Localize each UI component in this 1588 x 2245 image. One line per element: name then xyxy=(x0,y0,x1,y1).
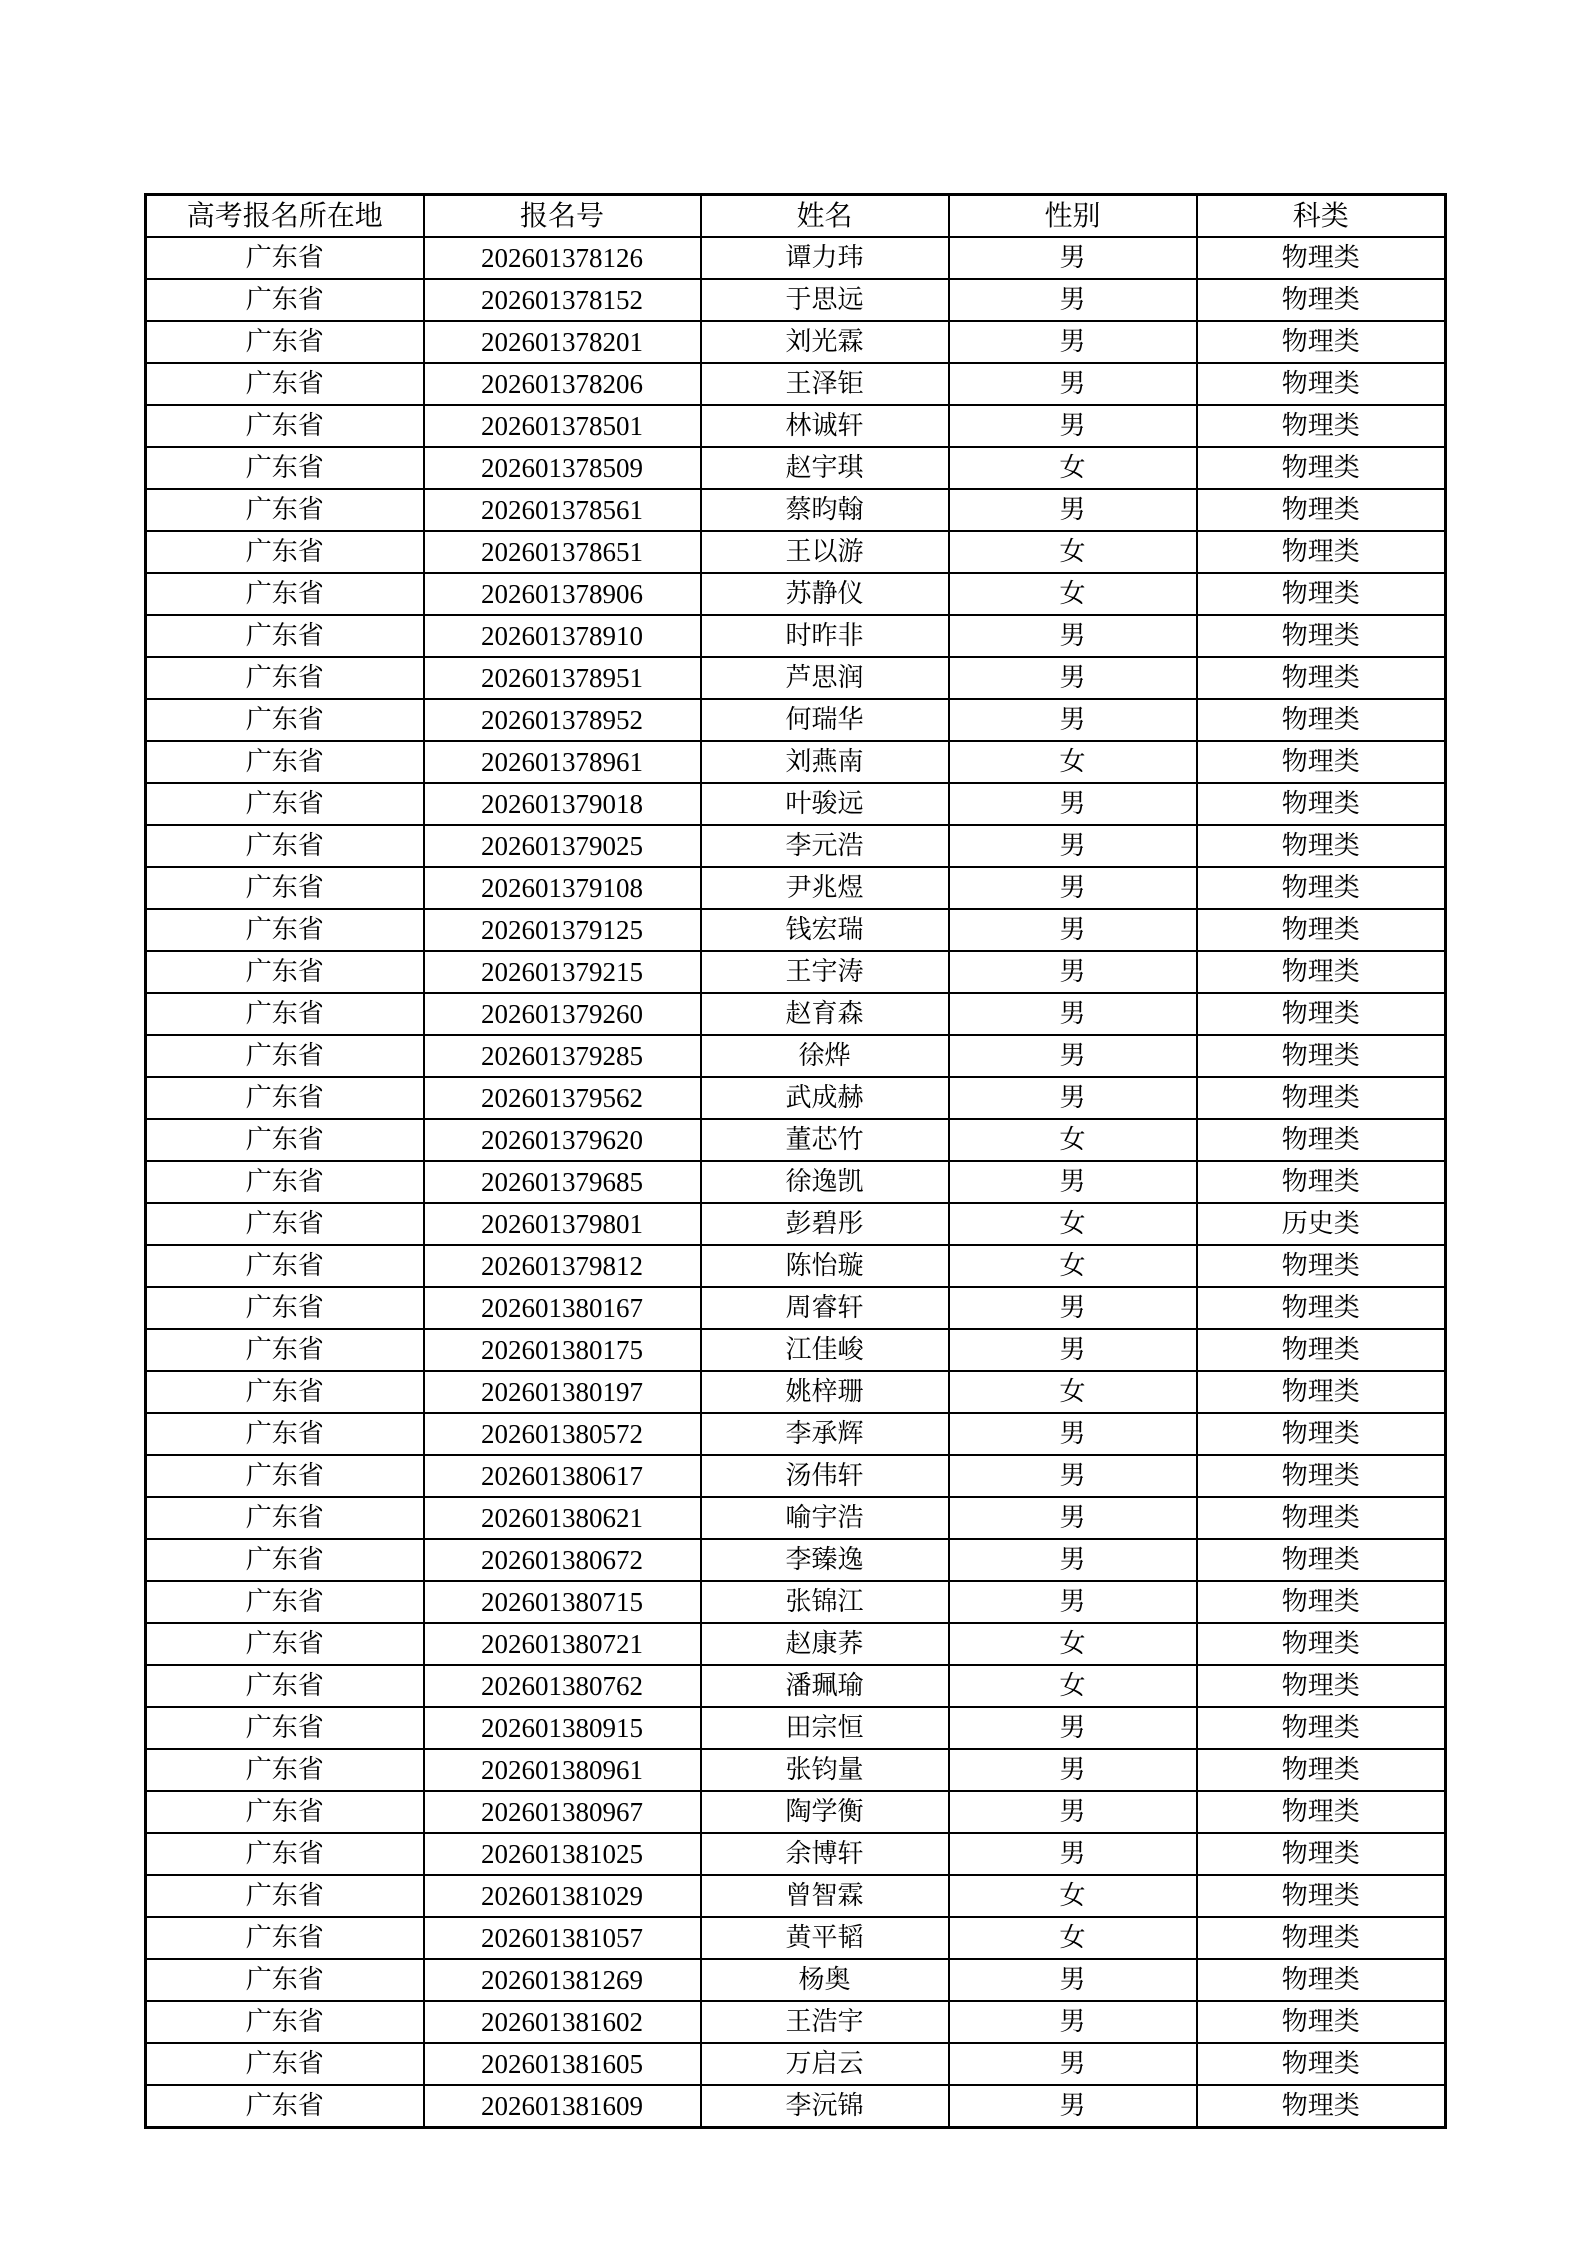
cell-subject-category: 物理类 xyxy=(1197,1371,1446,1413)
cell-gender: 女 xyxy=(949,1203,1197,1245)
table-row xyxy=(146,1077,1446,1119)
cell-subject-category: 物理类 xyxy=(1197,1455,1446,1497)
cell-registration-location: 广东省 xyxy=(146,993,424,1035)
cell-registration-location: 广东省 xyxy=(146,531,424,573)
cell-gender: 男 xyxy=(949,2043,1197,2085)
table-row xyxy=(146,909,1446,951)
cell-registration-number: 202601380167 xyxy=(424,1287,701,1329)
table-row xyxy=(146,657,1446,699)
cell-gender: 女 xyxy=(949,531,1197,573)
table-row xyxy=(146,1329,1446,1371)
cell-gender: 男 xyxy=(949,279,1197,321)
header-gender: 性别 xyxy=(949,195,1197,238)
cell-name: 蔡昀翰 xyxy=(701,489,949,531)
cell-registration-location: 广东省 xyxy=(146,1833,424,1875)
cell-name: 芦思润 xyxy=(701,657,949,699)
cell-registration-location: 广东省 xyxy=(146,1959,424,2001)
cell-gender: 男 xyxy=(949,783,1197,825)
cell-gender: 男 xyxy=(949,825,1197,867)
cell-name: 王宇涛 xyxy=(701,951,949,993)
table-row xyxy=(146,1497,1446,1539)
cell-registration-number: 202601379108 xyxy=(424,867,701,909)
cell-registration-location: 广东省 xyxy=(146,1791,424,1833)
cell-name: 王以游 xyxy=(701,531,949,573)
cell-gender: 男 xyxy=(949,1833,1197,1875)
table-body xyxy=(146,237,1446,2128)
cell-gender: 女 xyxy=(949,447,1197,489)
cell-registration-location: 广东省 xyxy=(146,1035,424,1077)
header-registration-number: 报名号 xyxy=(424,195,701,238)
header-row xyxy=(146,195,1446,238)
cell-registration-number: 202601378651 xyxy=(424,531,701,573)
table-row xyxy=(146,2085,1446,2128)
cell-name: 张锦江 xyxy=(701,1581,949,1623)
admission-list-table xyxy=(144,193,1447,2129)
cell-registration-location: 广东省 xyxy=(146,2001,424,2043)
cell-registration-number: 202601378561 xyxy=(424,489,701,531)
cell-registration-number: 202601381609 xyxy=(424,2085,701,2128)
cell-subject-category: 物理类 xyxy=(1197,1413,1446,1455)
cell-gender: 男 xyxy=(949,699,1197,741)
cell-registration-number: 202601380617 xyxy=(424,1455,701,1497)
table-row xyxy=(146,1539,1446,1581)
cell-subject-category: 物理类 xyxy=(1197,2043,1446,2085)
cell-gender: 男 xyxy=(949,615,1197,657)
cell-registration-location: 广东省 xyxy=(146,1497,424,1539)
cell-gender: 男 xyxy=(949,1329,1197,1371)
cell-registration-number: 202601378910 xyxy=(424,615,701,657)
cell-gender: 男 xyxy=(949,2001,1197,2043)
cell-registration-number: 202601380621 xyxy=(424,1497,701,1539)
cell-registration-number: 202601379685 xyxy=(424,1161,701,1203)
cell-registration-location: 广东省 xyxy=(146,657,424,699)
cell-name: 苏静仪 xyxy=(701,573,949,615)
cell-subject-category: 物理类 xyxy=(1197,741,1446,783)
cell-registration-number: 202601378501 xyxy=(424,405,701,447)
cell-registration-number: 202601379801 xyxy=(424,1203,701,1245)
cell-gender: 男 xyxy=(949,1077,1197,1119)
table-row xyxy=(146,1707,1446,1749)
cell-subject-category: 物理类 xyxy=(1197,951,1446,993)
cell-name: 曾智霖 xyxy=(701,1875,949,1917)
cell-registration-number: 202601379018 xyxy=(424,783,701,825)
cell-subject-category: 物理类 xyxy=(1197,1497,1446,1539)
table-row xyxy=(146,489,1446,531)
cell-registration-number: 202601381602 xyxy=(424,2001,701,2043)
cell-subject-category: 物理类 xyxy=(1197,615,1446,657)
cell-registration-location: 广东省 xyxy=(146,1581,424,1623)
table-row xyxy=(146,1833,1446,1875)
table-row xyxy=(146,1413,1446,1455)
cell-gender: 男 xyxy=(949,657,1197,699)
cell-registration-number: 202601378961 xyxy=(424,741,701,783)
header-name: 姓名 xyxy=(701,195,949,238)
cell-registration-number: 202601379812 xyxy=(424,1245,701,1287)
cell-registration-location: 广东省 xyxy=(146,279,424,321)
table-row xyxy=(146,1791,1446,1833)
cell-name: 赵育森 xyxy=(701,993,949,1035)
cell-registration-number: 202601378201 xyxy=(424,321,701,363)
cell-name: 徐烨 xyxy=(701,1035,949,1077)
cell-gender: 男 xyxy=(949,909,1197,951)
table-row xyxy=(146,1581,1446,1623)
cell-subject-category: 物理类 xyxy=(1197,489,1446,531)
cell-subject-category: 物理类 xyxy=(1197,573,1446,615)
cell-name: 黄平韬 xyxy=(701,1917,949,1959)
table-header xyxy=(146,195,1446,238)
cell-name: 陈怡璇 xyxy=(701,1245,949,1287)
cell-registration-location: 广东省 xyxy=(146,1287,424,1329)
cell-registration-location: 广东省 xyxy=(146,237,424,279)
cell-subject-category: 物理类 xyxy=(1197,825,1446,867)
cell-registration-number: 202601380572 xyxy=(424,1413,701,1455)
cell-name: 于思远 xyxy=(701,279,949,321)
table-row xyxy=(146,1875,1446,1917)
cell-subject-category: 物理类 xyxy=(1197,1287,1446,1329)
cell-name: 彭碧彤 xyxy=(701,1203,949,1245)
cell-name: 尹兆煜 xyxy=(701,867,949,909)
cell-gender: 男 xyxy=(949,1959,1197,2001)
cell-registration-location: 广东省 xyxy=(146,2043,424,2085)
cell-subject-category: 物理类 xyxy=(1197,531,1446,573)
table-row xyxy=(146,2043,1446,2085)
cell-registration-location: 广东省 xyxy=(146,363,424,405)
cell-subject-category: 物理类 xyxy=(1197,1077,1446,1119)
table-row xyxy=(146,1119,1446,1161)
cell-registration-number: 202601379125 xyxy=(424,909,701,951)
header-subject-category: 科类 xyxy=(1197,195,1446,238)
cell-registration-number: 202601380721 xyxy=(424,1623,701,1665)
cell-subject-category: 物理类 xyxy=(1197,1749,1446,1791)
cell-name: 林诚轩 xyxy=(701,405,949,447)
cell-registration-number: 202601380175 xyxy=(424,1329,701,1371)
cell-gender: 女 xyxy=(949,1119,1197,1161)
cell-registration-location: 广东省 xyxy=(146,1119,424,1161)
cell-subject-category: 物理类 xyxy=(1197,657,1446,699)
cell-gender: 男 xyxy=(949,237,1197,279)
cell-subject-category: 物理类 xyxy=(1197,699,1446,741)
cell-name: 田宗恒 xyxy=(701,1707,949,1749)
cell-subject-category: 物理类 xyxy=(1197,1161,1446,1203)
cell-name: 时昨非 xyxy=(701,615,949,657)
cell-registration-location: 广东省 xyxy=(146,1875,424,1917)
table-row xyxy=(146,573,1446,615)
cell-name: 李沅锦 xyxy=(701,2085,949,2128)
cell-registration-location: 广东省 xyxy=(146,1707,424,1749)
cell-name: 钱宏瑞 xyxy=(701,909,949,951)
table-row xyxy=(146,1665,1446,1707)
header-registration-location: 高考报名所在地 xyxy=(146,195,424,238)
cell-registration-location: 广东省 xyxy=(146,1161,424,1203)
cell-subject-category: 物理类 xyxy=(1197,909,1446,951)
table-row xyxy=(146,1203,1446,1245)
table-row xyxy=(146,783,1446,825)
cell-subject-category: 物理类 xyxy=(1197,2085,1446,2128)
cell-gender: 女 xyxy=(949,741,1197,783)
cell-gender: 女 xyxy=(949,1665,1197,1707)
cell-registration-location: 广东省 xyxy=(146,1749,424,1791)
cell-registration-number: 202601378951 xyxy=(424,657,701,699)
cell-registration-number: 202601378906 xyxy=(424,573,701,615)
cell-gender: 女 xyxy=(949,1917,1197,1959)
cell-registration-location: 广东省 xyxy=(146,1455,424,1497)
cell-registration-location: 广东省 xyxy=(146,2085,424,2128)
cell-subject-category: 物理类 xyxy=(1197,1119,1446,1161)
cell-subject-category: 物理类 xyxy=(1197,1623,1446,1665)
cell-registration-number: 202601380197 xyxy=(424,1371,701,1413)
table-row xyxy=(146,1035,1446,1077)
cell-subject-category: 物理类 xyxy=(1197,1245,1446,1287)
cell-name: 刘光霖 xyxy=(701,321,949,363)
cell-registration-number: 202601379025 xyxy=(424,825,701,867)
cell-subject-category: 物理类 xyxy=(1197,1665,1446,1707)
cell-gender: 男 xyxy=(949,1749,1197,1791)
table-row xyxy=(146,1455,1446,1497)
table-row xyxy=(146,447,1446,489)
cell-name: 赵康荞 xyxy=(701,1623,949,1665)
cell-registration-location: 广东省 xyxy=(146,1413,424,1455)
cell-name: 李承辉 xyxy=(701,1413,949,1455)
table-row xyxy=(146,1287,1446,1329)
cell-name: 万启云 xyxy=(701,2043,949,2085)
cell-name: 张钧量 xyxy=(701,1749,949,1791)
cell-gender: 男 xyxy=(949,1035,1197,1077)
cell-subject-category: 物理类 xyxy=(1197,447,1446,489)
table-row xyxy=(146,699,1446,741)
cell-registration-location: 广东省 xyxy=(146,489,424,531)
cell-registration-number: 202601380762 xyxy=(424,1665,701,1707)
table-row xyxy=(146,1623,1446,1665)
cell-subject-category: 物理类 xyxy=(1197,405,1446,447)
cell-name: 王浩宇 xyxy=(701,2001,949,2043)
cell-subject-category: 物理类 xyxy=(1197,993,1446,1035)
cell-name: 徐逸凯 xyxy=(701,1161,949,1203)
cell-subject-category: 历史类 xyxy=(1197,1203,1446,1245)
cell-name: 董芯竹 xyxy=(701,1119,949,1161)
cell-subject-category: 物理类 xyxy=(1197,237,1446,279)
table-row xyxy=(146,237,1446,279)
cell-registration-location: 广东省 xyxy=(146,699,424,741)
cell-name: 陶学衡 xyxy=(701,1791,949,1833)
cell-registration-location: 广东省 xyxy=(146,1665,424,1707)
cell-subject-category: 物理类 xyxy=(1197,783,1446,825)
cell-subject-category: 物理类 xyxy=(1197,1959,1446,2001)
cell-registration-location: 广东省 xyxy=(146,1329,424,1371)
cell-name: 叶骏远 xyxy=(701,783,949,825)
cell-registration-number: 202601379285 xyxy=(424,1035,701,1077)
table-row xyxy=(146,1959,1446,2001)
cell-gender: 女 xyxy=(949,573,1197,615)
cell-gender: 男 xyxy=(949,993,1197,1035)
cell-gender: 男 xyxy=(949,1287,1197,1329)
cell-registration-number: 202601380715 xyxy=(424,1581,701,1623)
cell-registration-number: 202601381057 xyxy=(424,1917,701,1959)
cell-subject-category: 物理类 xyxy=(1197,279,1446,321)
cell-registration-location: 广东省 xyxy=(146,615,424,657)
cell-subject-category: 物理类 xyxy=(1197,1581,1446,1623)
cell-registration-number: 202601380967 xyxy=(424,1791,701,1833)
table-row xyxy=(146,1161,1446,1203)
cell-registration-number: 202601381269 xyxy=(424,1959,701,2001)
cell-registration-number: 202601378206 xyxy=(424,363,701,405)
cell-name: 周睿轩 xyxy=(701,1287,949,1329)
cell-gender: 男 xyxy=(949,1539,1197,1581)
cell-subject-category: 物理类 xyxy=(1197,867,1446,909)
cell-name: 姚梓珊 xyxy=(701,1371,949,1413)
cell-registration-number: 202601381029 xyxy=(424,1875,701,1917)
cell-registration-location: 广东省 xyxy=(146,573,424,615)
cell-registration-location: 广东省 xyxy=(146,447,424,489)
cell-name: 李元浩 xyxy=(701,825,949,867)
cell-name: 余博轩 xyxy=(701,1833,949,1875)
cell-registration-location: 广东省 xyxy=(146,909,424,951)
cell-registration-location: 广东省 xyxy=(146,825,424,867)
cell-registration-location: 广东省 xyxy=(146,405,424,447)
cell-subject-category: 物理类 xyxy=(1197,2001,1446,2043)
cell-subject-category: 物理类 xyxy=(1197,1707,1446,1749)
cell-subject-category: 物理类 xyxy=(1197,1539,1446,1581)
cell-name: 刘燕南 xyxy=(701,741,949,783)
cell-registration-location: 广东省 xyxy=(146,1623,424,1665)
cell-registration-location: 广东省 xyxy=(146,783,424,825)
cell-name: 杨奥 xyxy=(701,1959,949,2001)
cell-registration-location: 广东省 xyxy=(146,1917,424,1959)
cell-gender: 男 xyxy=(949,489,1197,531)
cell-registration-location: 广东省 xyxy=(146,741,424,783)
table-row xyxy=(146,1917,1446,1959)
cell-subject-category: 物理类 xyxy=(1197,1791,1446,1833)
cell-name: 王泽钜 xyxy=(701,363,949,405)
cell-name: 潘珮瑜 xyxy=(701,1665,949,1707)
table-row xyxy=(146,951,1446,993)
table-row xyxy=(146,615,1446,657)
cell-registration-number: 202601378126 xyxy=(424,237,701,279)
cell-registration-number: 202601380961 xyxy=(424,1749,701,1791)
cell-subject-category: 物理类 xyxy=(1197,1833,1446,1875)
cell-gender: 女 xyxy=(949,1371,1197,1413)
table-row xyxy=(146,363,1446,405)
table-row xyxy=(146,1749,1446,1791)
cell-name: 赵宇琪 xyxy=(701,447,949,489)
cell-name: 武成赫 xyxy=(701,1077,949,1119)
cell-gender: 男 xyxy=(949,1455,1197,1497)
cell-registration-location: 广东省 xyxy=(146,321,424,363)
cell-gender: 男 xyxy=(949,363,1197,405)
cell-name: 谭力玮 xyxy=(701,237,949,279)
cell-registration-location: 广东省 xyxy=(146,1245,424,1287)
cell-gender: 男 xyxy=(949,1413,1197,1455)
cell-gender: 男 xyxy=(949,1161,1197,1203)
table-row xyxy=(146,531,1446,573)
cell-registration-location: 广东省 xyxy=(146,1077,424,1119)
cell-gender: 女 xyxy=(949,1875,1197,1917)
cell-registration-location: 广东省 xyxy=(146,867,424,909)
table-row xyxy=(146,741,1446,783)
cell-subject-category: 物理类 xyxy=(1197,321,1446,363)
cell-name: 汤伟轩 xyxy=(701,1455,949,1497)
cell-subject-category: 物理类 xyxy=(1197,363,1446,405)
cell-registration-number: 202601381025 xyxy=(424,1833,701,1875)
cell-registration-number: 202601379215 xyxy=(424,951,701,993)
table-row xyxy=(146,1371,1446,1413)
cell-registration-number: 202601380672 xyxy=(424,1539,701,1581)
cell-registration-number: 202601378952 xyxy=(424,699,701,741)
cell-gender: 男 xyxy=(949,1497,1197,1539)
cell-registration-number: 202601378509 xyxy=(424,447,701,489)
table-row xyxy=(146,867,1446,909)
cell-gender: 男 xyxy=(949,951,1197,993)
cell-name: 李臻逸 xyxy=(701,1539,949,1581)
cell-registration-number: 202601379260 xyxy=(424,993,701,1035)
cell-registration-number: 202601381605 xyxy=(424,2043,701,2085)
cell-registration-location: 广东省 xyxy=(146,1371,424,1413)
cell-gender: 男 xyxy=(949,321,1197,363)
table-row xyxy=(146,321,1446,363)
cell-gender: 男 xyxy=(949,1581,1197,1623)
table-row xyxy=(146,825,1446,867)
cell-registration-location: 广东省 xyxy=(146,1539,424,1581)
cell-registration-number: 202601380915 xyxy=(424,1707,701,1749)
cell-subject-category: 物理类 xyxy=(1197,1035,1446,1077)
table-row xyxy=(146,2001,1446,2043)
cell-name: 江佳峻 xyxy=(701,1329,949,1371)
table-row xyxy=(146,279,1446,321)
cell-gender: 男 xyxy=(949,1707,1197,1749)
table-row xyxy=(146,1245,1446,1287)
cell-gender: 男 xyxy=(949,405,1197,447)
cell-subject-category: 物理类 xyxy=(1197,1917,1446,1959)
cell-subject-category: 物理类 xyxy=(1197,1875,1446,1917)
cell-gender: 女 xyxy=(949,1623,1197,1665)
cell-registration-number: 202601378152 xyxy=(424,279,701,321)
cell-registration-number: 202601379562 xyxy=(424,1077,701,1119)
cell-registration-location: 广东省 xyxy=(146,1203,424,1245)
cell-gender: 男 xyxy=(949,867,1197,909)
cell-name: 何瑞华 xyxy=(701,699,949,741)
cell-subject-category: 物理类 xyxy=(1197,1329,1446,1371)
table-row xyxy=(146,993,1446,1035)
table-row xyxy=(146,405,1446,447)
cell-name: 喻宇浩 xyxy=(701,1497,949,1539)
cell-gender: 男 xyxy=(949,1791,1197,1833)
cell-gender: 男 xyxy=(949,2085,1197,2128)
cell-registration-location: 广东省 xyxy=(146,951,424,993)
cell-gender: 女 xyxy=(949,1245,1197,1287)
cell-registration-number: 202601379620 xyxy=(424,1119,701,1161)
